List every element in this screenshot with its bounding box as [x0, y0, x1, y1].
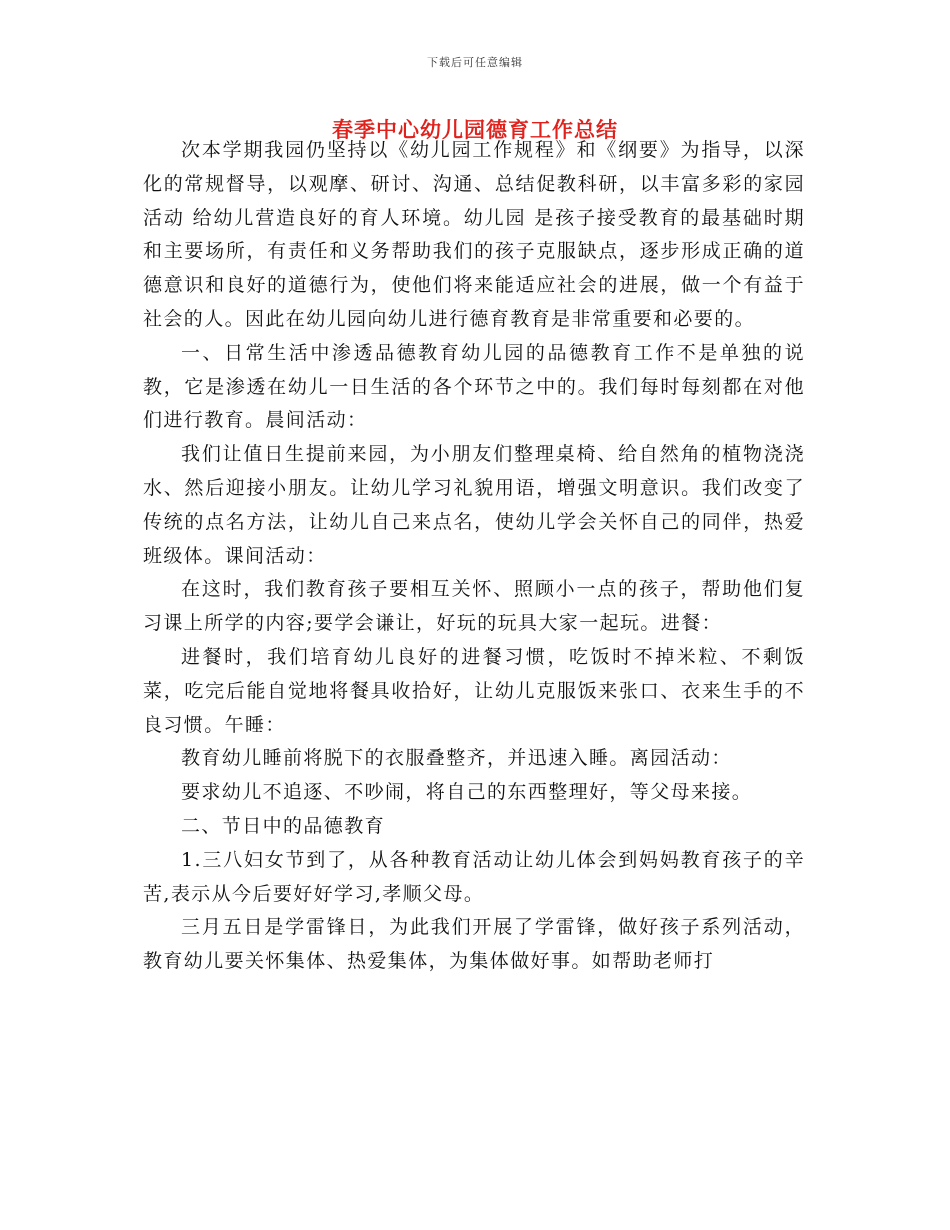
paragraph-morning-activity: 我们让值日生提前来园，为小朋友们整理桌椅、给自然角的植物浇浇水、然后迎接小朋友。让幼儿学习礼貌用语，增强文明意识。我们改变了传统的点名方法，让幼儿自己来点名，使幼儿学会关怀自己的同伴，热爱班级体。课间活动： — [143, 443, 805, 567]
paragraph-leaving: 要求幼儿不追逐、不吵闹，将自己的东西整理好，等父母来接。 — [181, 781, 753, 804]
paragraph-intro: 次本学期我园仍坚持以《幼儿园工作规程》和《纲要》为指导，以深化的常规督导，以观摩、研讨、沟通、总结促教科研，以丰富多彩的家园 活动 给幼儿营造良好的育人环境。幼儿园 是孩子接受教育的最基础时期和主要场所，有责任和义务帮助我们的孩子克服缺点，逐步形成正确的道德意识和良好的道德行为，使他们将来能适应社会的进展，做一个有益于社会的人。因此在幼儿园向幼儿进行德育教育是非常重要和必要的。 — [143, 139, 805, 330]
paragraph-section-1: 一、日常生活中渗透品德教育幼儿园的品德教育工作不是单独的说教，它是渗透在幼儿一日生活的各个环节之中的。我们每时每刻都在对他们进行教育。晨间活动： — [143, 341, 805, 432]
header-note: 下载后可任意编辑 — [427, 56, 523, 69]
paragraph-meals: 进餐时，我们培育幼儿良好的进餐习惯，吃饭时不掉米粒、不剩饭菜，吃完后能自觉地将餐具收拾好，让幼儿克服饭来张口、衣来生手的不良习惯。午睡： — [143, 645, 805, 736]
paragraph-womens-day: 1.三八妇女节到了，从各种教育活动让幼儿体会到妈妈教育孩子的辛苦,表示从今后要好好学习,孝顺父母。 — [143, 848, 805, 905]
paragraph-nap: 教育幼儿睡前将脱下的衣服叠整齐，并迅速入睡。离园活动： — [181, 747, 732, 770]
paragraph-lei-feng-day: 三月五日是学雷锋日，为此我们开展了学雷锋，做好孩子系列活动，教育幼儿要关怀集体、热爱集体，为集体做好事。如帮助老师打 — [143, 916, 805, 973]
paragraph-class-break: 在这时，我们教育孩子要相互关怀、照顾小一点的孩子，帮助他们复习课上所学的内容;要学会谦让，好玩的玩具大家一起玩。进餐： — [143, 578, 805, 635]
paragraph-section-2: 二、节日中的品德教育 — [181, 814, 386, 837]
document-body — [143, 134, 805, 979]
document-title: 春季中心幼儿园德育工作总结 — [332, 117, 618, 142]
